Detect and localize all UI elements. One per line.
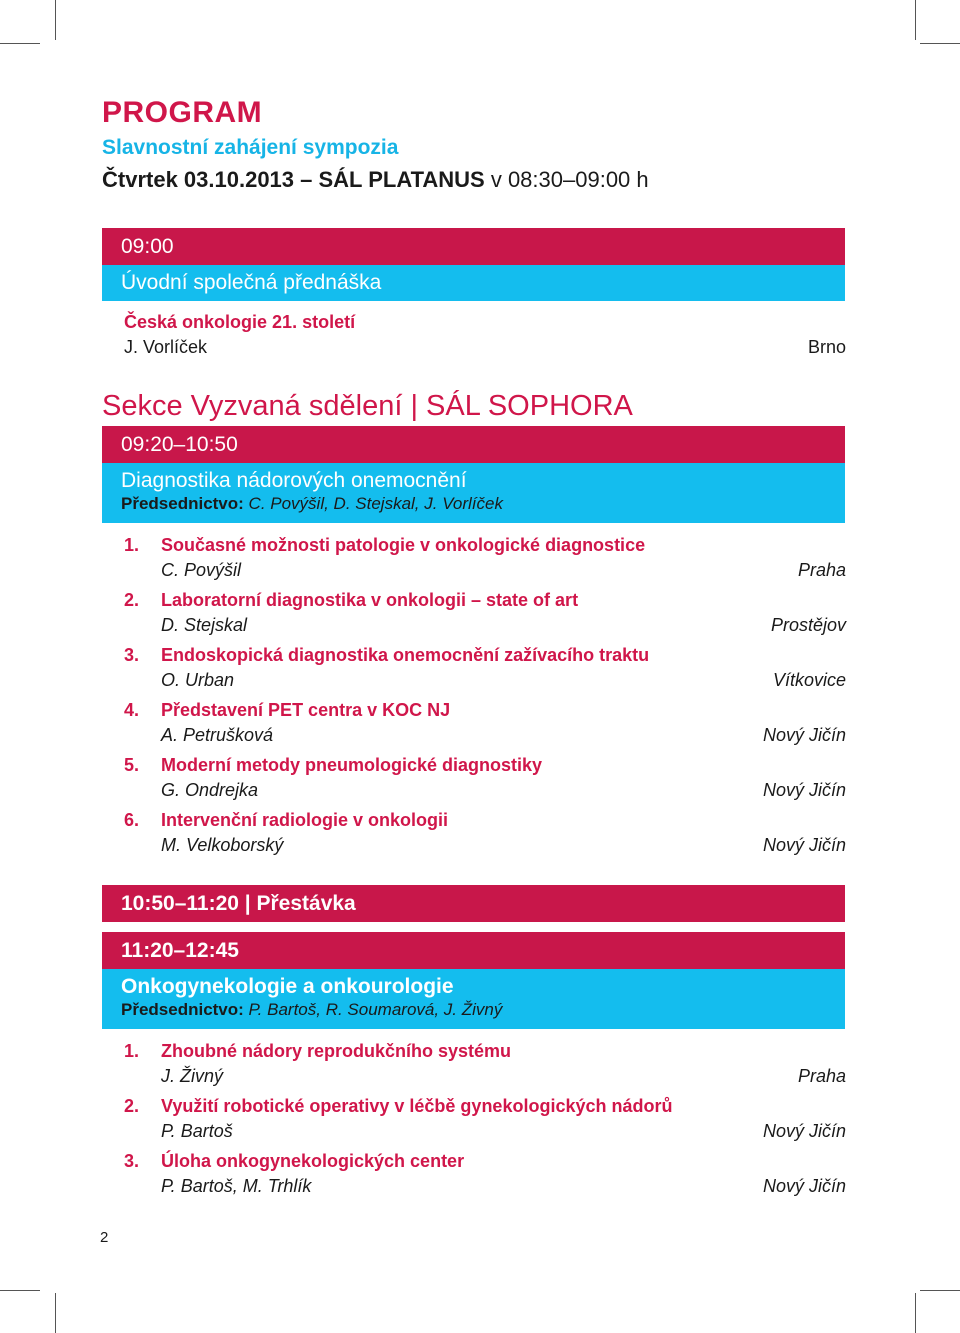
talk-title: Současné možnosti patologie v onkologické diagnostice — [161, 535, 646, 555]
section-title-hall: | SÁL SOPHORA — [410, 390, 633, 422]
talk-city: Praha — [797, 1066, 846, 1086]
crop-mark — [55, 1293, 56, 1333]
crop-mark — [920, 43, 960, 44]
block2-time-bar — [102, 932, 845, 969]
event-date-time: v 08:30–09:00 h — [490, 167, 649, 192]
page-number: 2 — [100, 1229, 109, 1246]
crop-mark — [55, 0, 56, 40]
talk-speaker: C. Povýšil — [161, 560, 242, 580]
page-title: PROGRAM — [102, 96, 263, 129]
crop-mark — [915, 1293, 916, 1333]
talk-speaker: G. Ondrejka — [161, 780, 259, 800]
talk-city: Nový Jičín — [762, 835, 846, 855]
block2-topic: Onkogynekologie a onkourologie — [121, 975, 454, 998]
chair-label: Předsednictvo: — [121, 1000, 244, 1019]
section-title — [102, 390, 633, 423]
crop-mark — [920, 1290, 960, 1291]
opening-time: 09:00 — [121, 234, 174, 258]
talk-speaker: J. Živný — [161, 1066, 224, 1086]
talk-title: Moderní metody pneumologické diagnostiky — [161, 755, 543, 775]
chair-label: Předsednictvo: — [121, 494, 244, 513]
talk-speaker: P. Bartoš, M. Trhlík — [161, 1176, 312, 1196]
talk-city: Vítkovice — [772, 670, 846, 690]
talk-title: Úloha onkogynekologických center — [161, 1151, 465, 1171]
opening-city: Brno — [807, 337, 846, 357]
talk-city: Nový Jičín — [762, 1176, 846, 1196]
talk-title: Endoskopická diagnostika onemocnění zažívacího traktu — [161, 645, 650, 665]
talk-city: Prostějov — [770, 615, 846, 635]
crop-mark — [915, 0, 916, 40]
talk-city: Praha — [797, 560, 846, 580]
break-label: 10:50–11:20 | Přestávka — [121, 891, 356, 915]
talk-title: Využití robotické operativy v léčbě gynekologických nádorů — [161, 1096, 673, 1116]
talk-title: Zhoubné nádory reprodukčního systému — [161, 1041, 512, 1061]
talk-number: 4. — [124, 700, 140, 720]
talk-number: 1. — [124, 535, 140, 555]
opening-time-bar — [102, 228, 845, 265]
event-date-main: Čtvrtek 03.10.2013 – SÁL PLATANUS — [102, 167, 491, 192]
break-bar — [102, 885, 845, 922]
talk-title: Představení PET centra v KOC NJ — [161, 700, 451, 720]
block1-topic: Diagnostika nádorových onemocnění — [121, 469, 467, 492]
block2-time: 11:20–12:45 — [121, 938, 239, 962]
block1-time-bar — [102, 426, 845, 463]
talk-speaker: O. Urban — [161, 670, 235, 690]
talk-number: 1. — [124, 1041, 140, 1061]
talk-number: 5. — [124, 755, 140, 775]
talk-title: Laboratorní diagnostika v onkologii – state of art — [161, 590, 579, 610]
crop-mark — [0, 43, 40, 44]
block1-topic-bar — [102, 463, 845, 523]
talk-speaker: A. Petrušková — [161, 725, 274, 745]
block1-time: 09:20–10:50 — [121, 432, 238, 456]
block2-topic-bar — [102, 969, 845, 1029]
crop-mark — [0, 1290, 40, 1291]
talk-number: 2. — [124, 590, 140, 610]
talk-speaker: D. Stejskal — [161, 615, 248, 635]
talk-title: Intervenční radiologie v onkologii — [161, 810, 449, 830]
talk-city: Nový Jičín — [762, 780, 846, 800]
talk-speaker: P. Bartoš — [161, 1121, 233, 1141]
page-subtitle: Slavnostní zahájení sympozia — [102, 136, 399, 159]
talk-city: Nový Jičín — [762, 725, 846, 745]
talk-speaker: M. Velkoborský — [161, 835, 284, 855]
talk-number: 2. — [124, 1096, 140, 1116]
talk-number: 6. — [124, 810, 140, 830]
opening-talk-title: Česká onkologie 21. století — [124, 312, 356, 332]
talk-number: 3. — [124, 645, 140, 665]
section-title-main: Sekce Vyzvaná sdělení — [102, 390, 411, 422]
opening-type-bar — [102, 265, 845, 301]
chair-names: P. Bartoš, R. Soumarová, J. Živný — [243, 1000, 503, 1019]
opening-lecture-type: Úvodní společná přednáška — [121, 271, 382, 294]
talk-number: 3. — [124, 1151, 140, 1171]
event-date — [102, 167, 649, 193]
block1-chair — [121, 494, 503, 514]
opening-speaker: J. Vorlíček — [124, 337, 208, 357]
talk-city: Nový Jičín — [762, 1121, 846, 1141]
block2-chair — [121, 1000, 502, 1020]
chair-names: C. Povýšil, D. Stejskal, J. Vorlíček — [243, 494, 503, 513]
